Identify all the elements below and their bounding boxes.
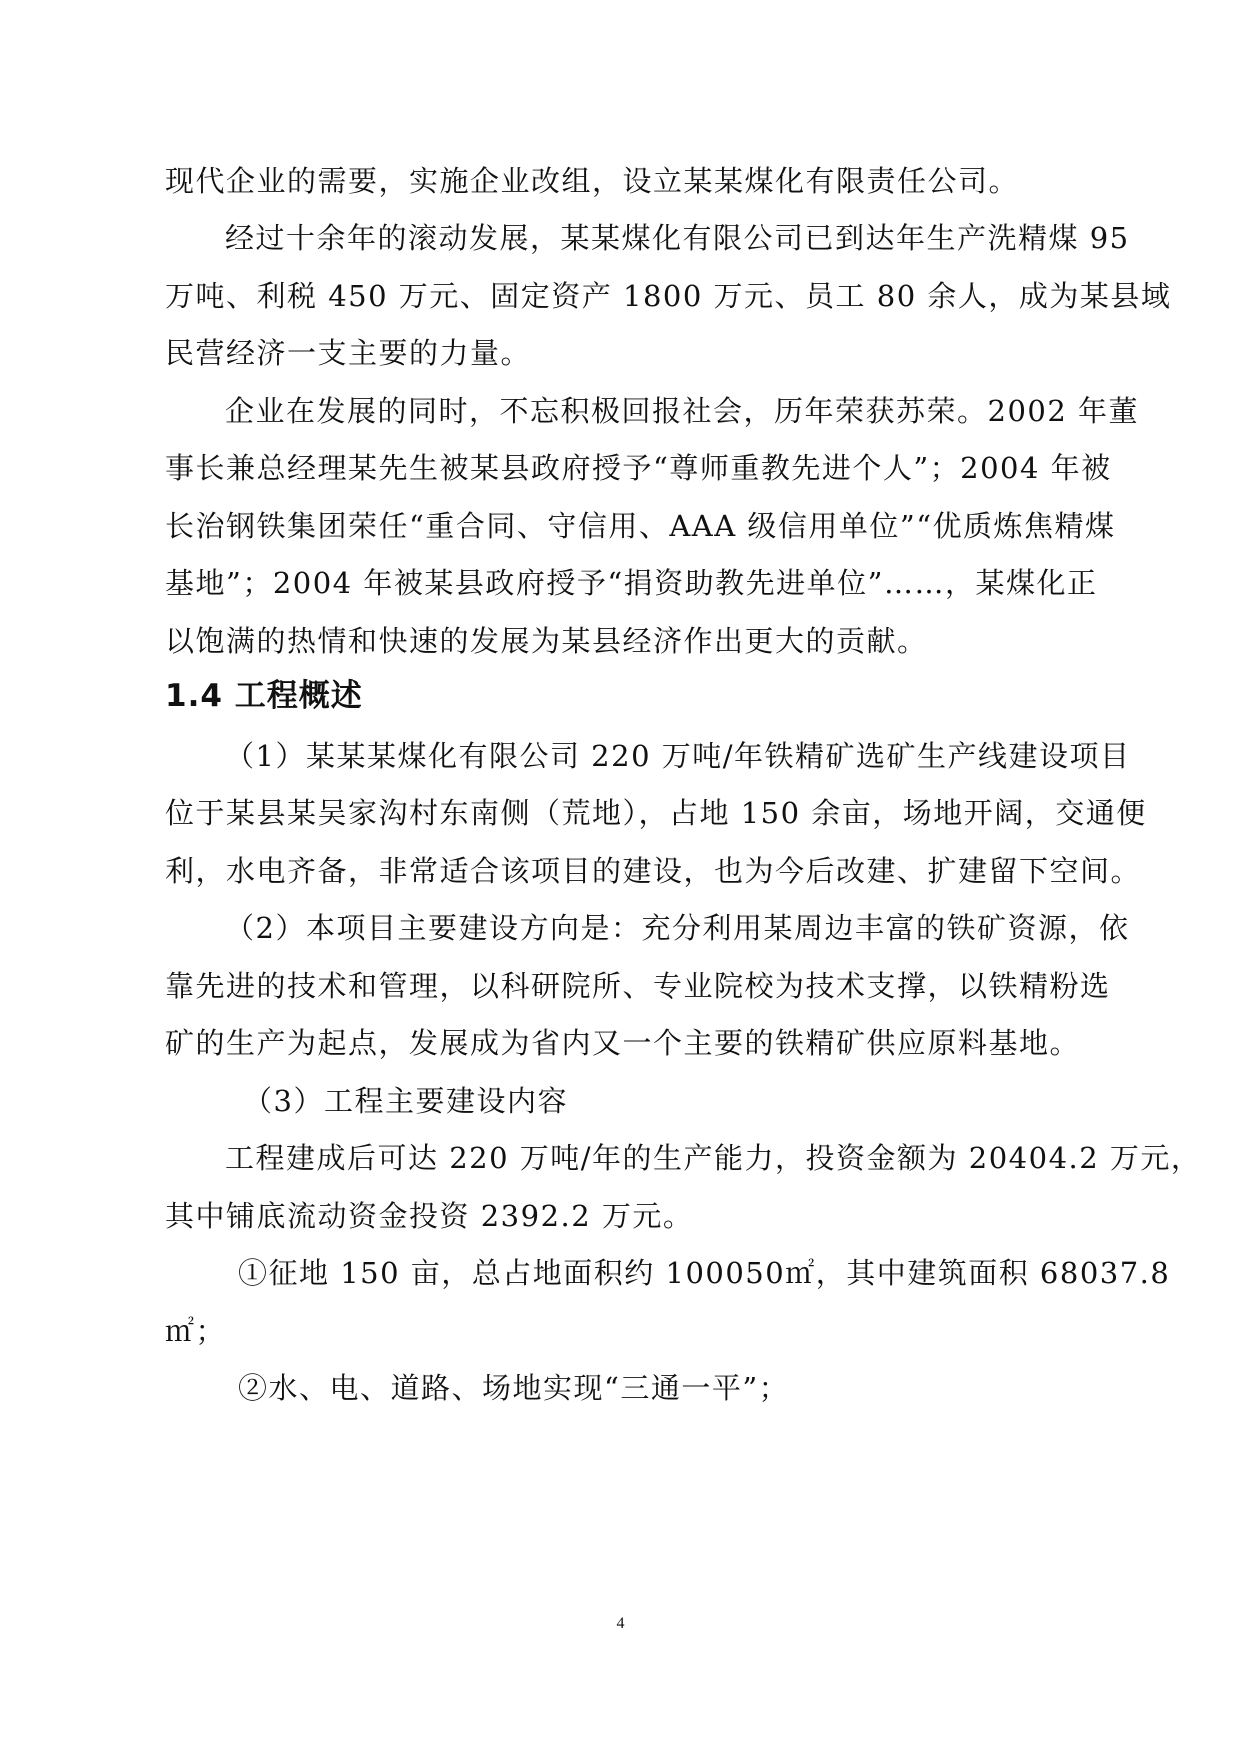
paragraph-line: 现代企业的需要，实施企业改组，设立某某煤化有限责任公司。 — [165, 164, 1020, 198]
sub-item-line: ②水、电、道路、场地实现“三通一平”； — [238, 1371, 790, 1405]
item-line: 位于某县某吴家沟村东南侧（荒地），占地 150 余亩，场地开阔，交通便 — [165, 796, 1147, 830]
paragraph-line: 民营经济一支主要的力量。 — [165, 336, 532, 370]
item-line: 靠先进的技术和管理，以科研院所、专业院校为技术支撑，以铁精粉选 — [165, 969, 1111, 1003]
sub-item-line: ㎡； — [165, 1314, 227, 1348]
paragraph-line: 基地”；2004 年被某县政府授予“捐资助教先进单位”……，某煤化正 — [165, 566, 1098, 600]
paragraph-line: 经过十余年的滚动发展，某某煤化有限公司已到达年生产洗精煤 95 — [225, 221, 1130, 255]
item-line: （2）本项目主要建设方向是：充分利用某周边丰富的铁矿资源，依 — [225, 911, 1130, 945]
paragraph-line: 以饱满的热情和快速的发展为某县经济作出更大的贡献。 — [165, 624, 928, 658]
item-line: 矿的生产为起点，发展成为省内又一个主要的铁精矿供应原料基地。 — [165, 1026, 1081, 1060]
sub-item-line: ①征地 150 亩，总占地面积约 100050㎡，其中建筑面积 68037.8 — [238, 1256, 1171, 1290]
item-line: 工程建成后可达 220 万吨/年的生产能力，投资金额为 20404.2 万元， — [225, 1141, 1202, 1175]
section-heading: 1.4 工程概述 — [165, 678, 363, 714]
paragraph-line: 事长兼总经理某先生被某县政府授予“尊师重教先进个人”；2004 年被 — [165, 451, 1112, 485]
item-title: （3）工程主要建设内容 — [243, 1084, 568, 1118]
item-line: （1）某某某煤化有限公司 220 万吨/年铁精矿选矿生产线建设项目 — [225, 739, 1131, 773]
item-line: 利，水电齐备，非常适合该项目的建设，也为今后改建、扩建留下空间。 — [165, 854, 1142, 888]
item-line: 其中铺底流动资金投资 2392.2 万元。 — [165, 1199, 694, 1233]
page-number: 4 — [616, 1615, 625, 1632]
paragraph-line: 万吨、利税 450 万元、固定资产 1800 万元、员工 80 余人，成为某县域 — [165, 279, 1172, 313]
paragraph-line: 长治钢铁集团荣任“重合同、守信用、AAA 级信用单位”“优质炼焦精煤 — [165, 509, 1116, 543]
paragraph-line: 企业在发展的同时，不忘积极回报社会，历年荣获苏荣。2002 年董 — [225, 394, 1140, 428]
